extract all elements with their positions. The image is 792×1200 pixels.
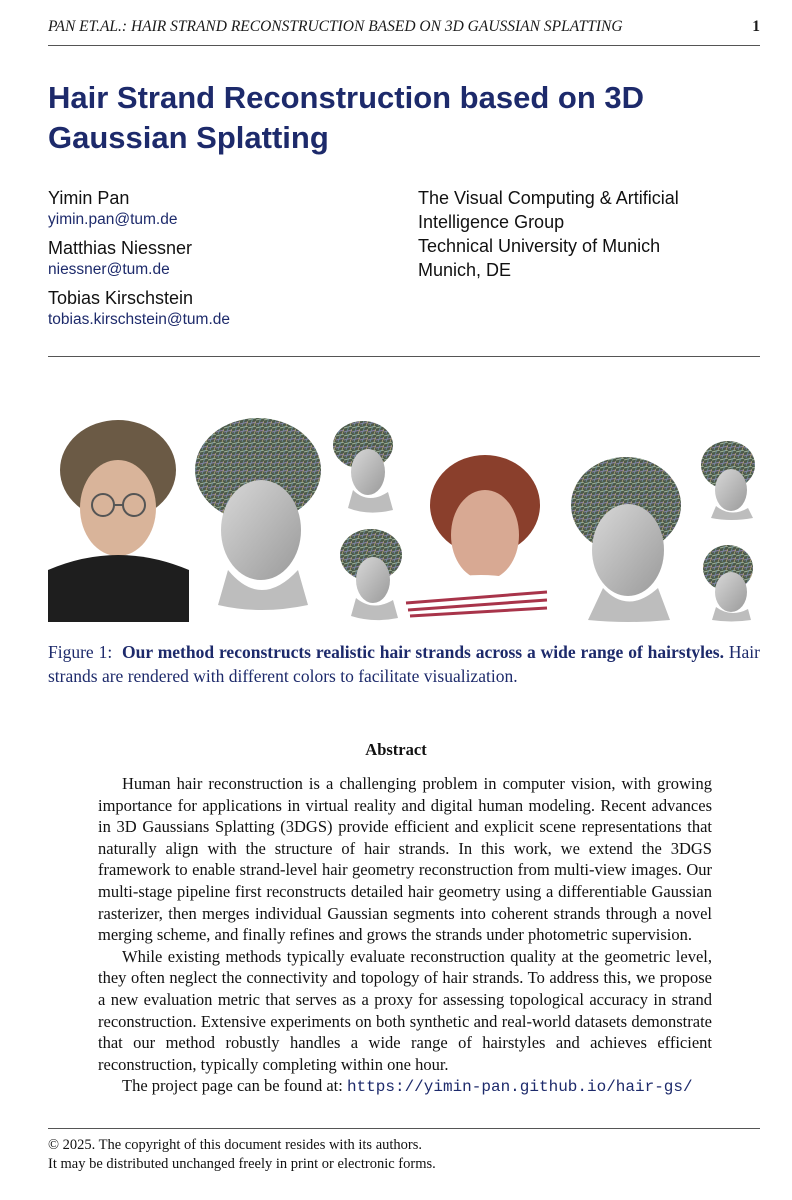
hair-reconstruction-small-3 [701,441,755,520]
hair-reconstruction-1 [195,418,321,610]
author-block [48,186,388,230]
license-line: It may be distributed unchanged freely in print or electronic forms. [48,1156,436,1172]
teaser-figure [48,410,760,625]
affiliation-line: Munich, DE [418,260,512,280]
paper-title: Hair Strand Reconstruction based on 3D Gaussian Splatting [48,80,644,155]
figure-caption [48,640,760,688]
author-block [48,236,388,280]
teaser-figure-graphic [48,410,760,625]
author-email[interactable]: niessner@tum.de [48,261,170,278]
author-block [48,286,388,330]
section-rule [48,356,760,357]
hair-reconstruction-small-4 [703,545,753,622]
abstract-paragraph [98,1075,712,1099]
page-number: 1 [752,18,760,35]
affiliation [418,186,758,282]
project-page-link[interactable]: https://yimin-pan.github.io/hair-gs/ [346,1078,693,1097]
author-name: Tobias Kirschstein [48,288,194,308]
author-email[interactable]: tobias.kirschstein@tum.de [48,311,231,328]
copyright-line: © 2025. The copyright of this document resides with its authors. [48,1137,423,1153]
caption-text: Hair strands are rendered with different colors to facilitate visualization. [48,642,761,686]
affiliation-line: Intelligence Group [418,212,565,232]
author-name: Matthias Niessner [48,238,193,258]
hair-reconstruction-small-2 [340,529,402,620]
author-list [48,186,388,336]
figure-label: Figure 1: [48,642,113,662]
abstract-body [98,773,712,1099]
header-rule [48,45,760,46]
hair-reconstruction-small-1 [333,421,393,513]
subject-photo-2 [402,450,547,622]
caption-bold: Our method reconstructs realistic hair strands across a wide range of hairstyles. [122,642,724,662]
affiliation-line: The Visual Computing & Artificial [418,188,679,208]
abstract-paragraph: While existing methods typically evaluate reconstruction quality at the geometric level, they often neglect the connectivity and topology of hair strands. To address this, we propose a new evaluation metric that serves as a proxy for assessing topological accuracy in strand reconstruction. Extensive experiments on both synthetic and real-world datasets demonstrate that our method robustly handles a wide range of hairstyles and achieves efficient reconstruction, typically completing within one hour. [98,946,712,1074]
footer-rule [48,1128,760,1129]
abstract-heading: Abstract [365,740,427,759]
subject-photo-1 [48,410,189,622]
affiliation-line: Technical University of Munich [418,236,661,256]
abstract-paragraph: Human hair reconstruction is a challenging problem in computer vision, with growing importance for applications in virtual reality and digital human modeling. Recent advances in 3D Gaussians Splatting (3DGS) provide efficient and explicit scene representations that naturally align with the structure of hair strands. In this work, we extend the 3DGS framework to enable strand-level hair geometry reconstruction from multi-view images. Our multi-stage pipeline first reconstructs detailed hair geometry using a differentiable Gaussian rasterizer, then merges individual Gaussian segments into coherent strands through a novel merging scheme, and finally refines and grows the strands under photometric supervision. [98,774,712,945]
project-page-prefix: The project page can be found at: [122,1076,343,1096]
running-header [48,18,760,40]
author-email[interactable]: yimin.pan@tum.de [48,211,178,228]
hair-reconstruction-2 [571,457,681,622]
copyright-footer [48,1136,436,1174]
author-name: Yimin Pan [48,188,130,208]
running-title: PAN ET.AL.: HAIR STRAND RECONSTRUCTION BASED ON 3D GAUSSIAN SPLATTING [48,18,623,35]
